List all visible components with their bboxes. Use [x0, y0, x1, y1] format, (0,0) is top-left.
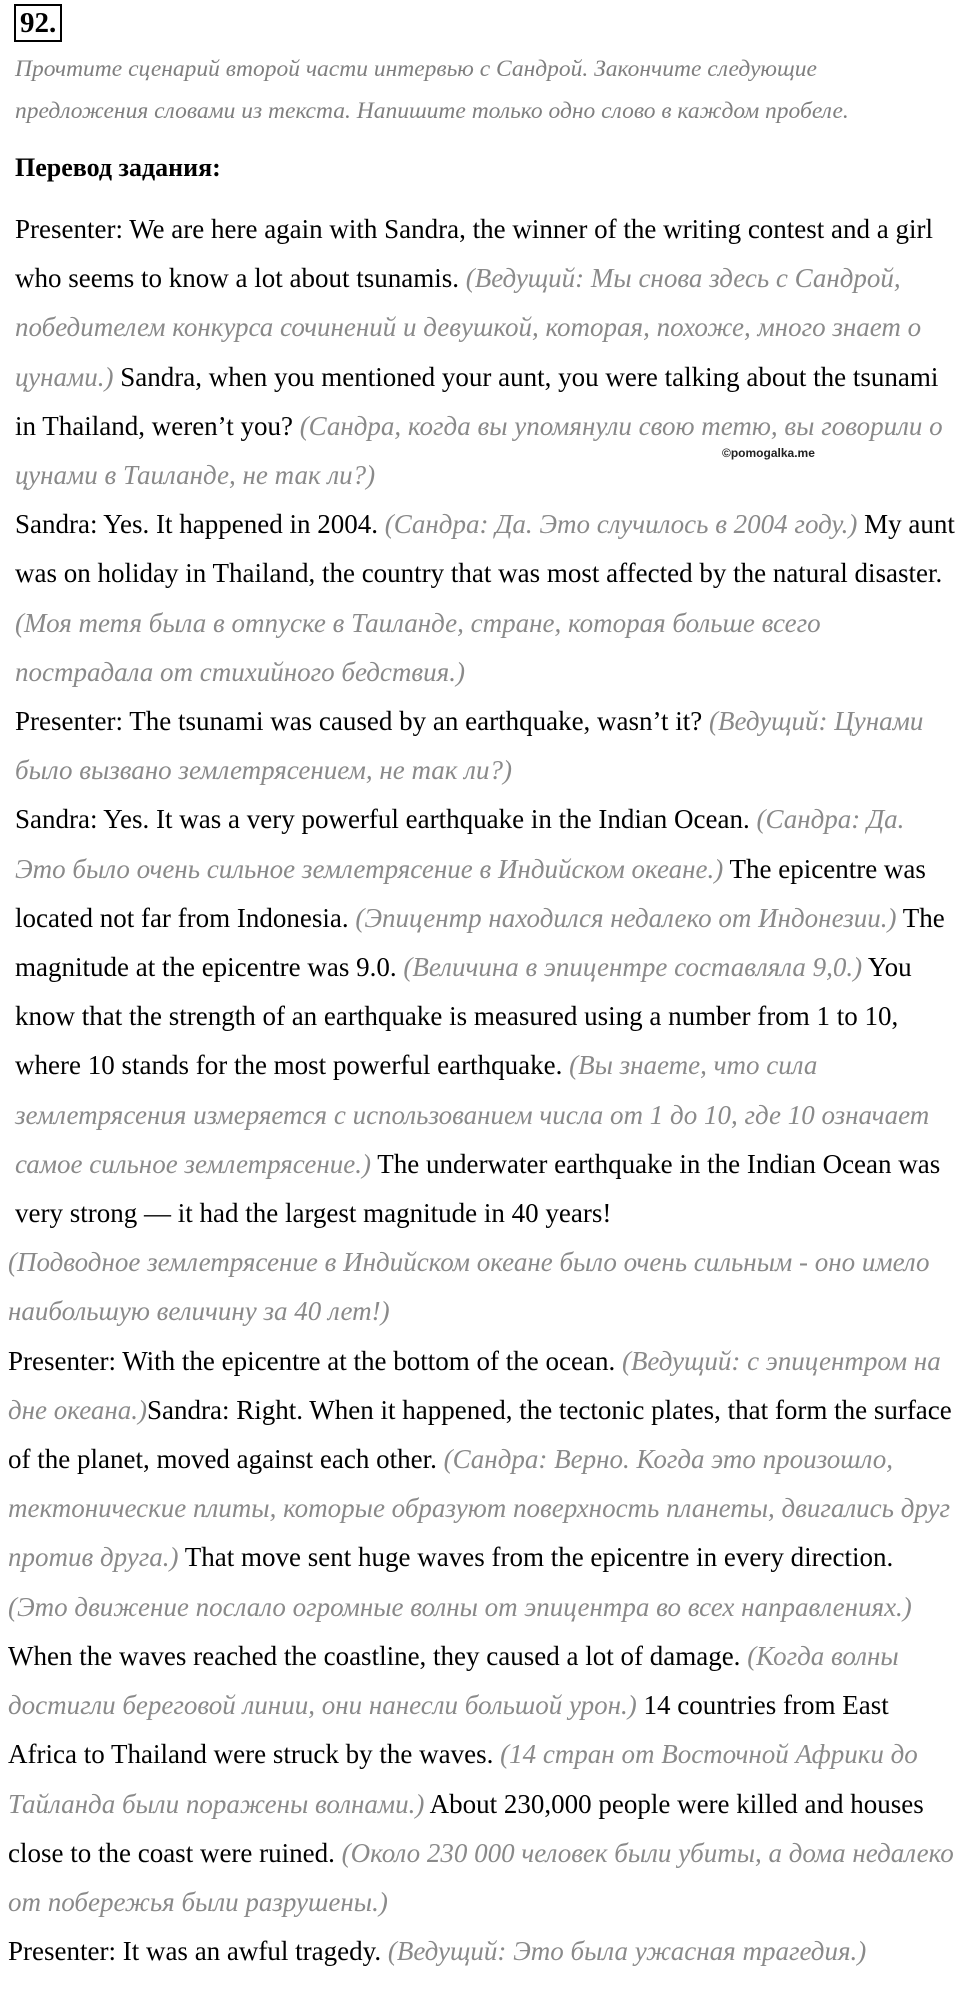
- russian-translation: (Сандра: Да. Это случилось в 2004 году.): [384, 509, 858, 540]
- russian-translation: (Моя тетя была в отпуске в Таиланде, стране, которая больше всего пострадала от стихийного бедствия.): [15, 607, 821, 687]
- english-text: You know that the strength of an earthquake is measured using a number from 1 to 10, where 10 stands for the most powerful earthquake.: [15, 952, 912, 1081]
- english-text: Sandra: Right. When it happened, the tectonic plates, that form the surface of the planet, moved against each other.: [8, 1394, 952, 1475]
- english-text: The magnitude at the epicentre was 9.0.: [15, 902, 945, 983]
- english-text: The underwater earthquake in the Indian Ocean was very strong — it had the largest magnitude in 40 years!: [15, 1148, 941, 1229]
- russian-translation: (Эпицентр находился недалеко от Индонезии.): [355, 902, 897, 933]
- russian-translation: (Подводное землетрясение в Индийском океане было очень сильным - оно имело наибольшую величину за 40 лет!): [8, 1247, 930, 1327]
- paragraph-presenter-earthquake: [0, 697, 958, 795]
- russian-translation: (Ведущий: Это была ужасная трагедия.): [387, 1936, 867, 1967]
- russian-translation: (Когда волны достигли береговой линии, они нанесли большой урон.): [8, 1640, 899, 1721]
- russian-translation: (Ведущий: Мы снова здесь с Сандрой, победителем конкурса сочинений и девушкой, которая, похоже, много знает о цунами.): [15, 263, 922, 392]
- english-text: Presenter: It was an awful tragedy.: [8, 1936, 388, 1967]
- russian-translation: (Ведущий: Цунами было вызвано землетрясением, не так ли?): [15, 706, 924, 786]
- paragraph-sandra-2004: [0, 500, 958, 697]
- english-text: The epicentre was located not far from Indonesia.: [15, 853, 926, 933]
- english-text: That move sent huge waves from the epicentre in every direction.: [178, 1542, 894, 1573]
- paragraph-sandra-indian-ocean: [0, 795, 958, 1238]
- english-text: When the waves reached the coastline, they caused a lot of damage.: [8, 1640, 748, 1671]
- task-instruction: Прочтите сценарий второй части интервью с Сандрой. Закончите следующие предложения словами из текста. Напишите только одно слово в каждом пробеле.: [15, 56, 849, 124]
- russian-translation: (Сандра, когда вы упомянули свою тетю, вы говорили о цунами в Таиланде, не так ли?): [15, 410, 943, 491]
- english-text: Sandra: Yes. It was a very powerful earthquake in the Indian Ocean.: [15, 804, 757, 835]
- paragraph-underwater-translation: [0, 1238, 956, 1336]
- paragraph-awful-tragedy: [0, 1927, 956, 1976]
- russian-translation: (Сандра: Верно. Когда это произошло, тектонические плиты, которые образуют поверхность планеты, двигались друг против друга.): [8, 1444, 951, 1573]
- russian-translation: (Это движение послало огромные волны от эпицентра во всех направлениях.): [8, 1591, 912, 1622]
- translation-heading: Перевод задания:: [15, 153, 221, 182]
- dialogue-text: [0, 205, 955, 1976]
- russian-translation: (Около 230 000 человек были убиты, а дома недалеко от побережья были разрушены.): [8, 1837, 954, 1917]
- task-number: 92.: [14, 4, 62, 42]
- english-text: Sandra: Yes. It happened in 2004.: [15, 509, 385, 540]
- russian-translation: (14 стран от Восточной Африки до Тайланда были поражены волнами.): [8, 1739, 918, 1819]
- english-text: Presenter: The tsunami was caused by an earthquake, wasn’t it?: [15, 706, 710, 737]
- english-text: Presenter: With the epicentre at the bottom of the ocean.: [8, 1345, 622, 1376]
- english-text: Presenter: We are here again with Sandra, the winner of the writing contest and a girl who seems to know a lot about tsunamis.: [15, 214, 934, 294]
- site-watermark: ©pomogalka.me: [722, 446, 815, 460]
- russian-translation: (Величина в эпицентре составляла 9,0.): [403, 952, 863, 983]
- english-text: About 230,000 people were killed and houses close to the coast were ruined.: [8, 1788, 924, 1868]
- english-text: Sandra, when you mentioned your aunt, you were talking about the tsunami in Thailand, weren’t you?: [15, 361, 939, 441]
- paragraph-epicentre-bottom: [0, 1337, 956, 1927]
- english-text: 14 countries from East Africa to Thailand were struck by the waves.: [8, 1690, 889, 1770]
- russian-translation: (Ведущий: с эпицентром на дне океана.): [8, 1345, 941, 1425]
- english-text: My aunt was on holiday in Thailand, the country that was most affected by the natural disaster.: [15, 509, 955, 589]
- russian-translation: (Вы знаете, что сила землетрясения измеряется с использованием числа от 1 до 10, где 10 означает самое сильное землетрясение.): [15, 1050, 930, 1179]
- russian-translation: (Сандра: Да. Это было очень сильное землетрясение в Индийском океане.): [15, 804, 905, 884]
